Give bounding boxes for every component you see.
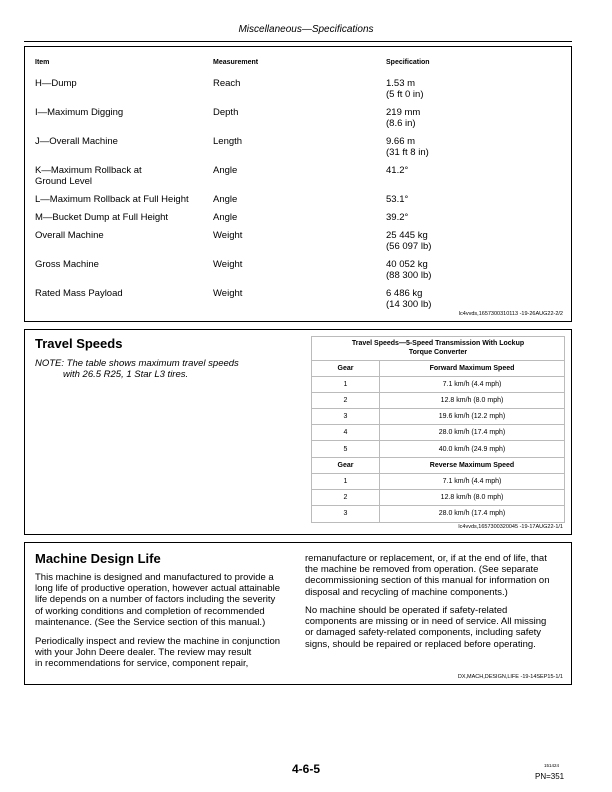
measurement-cell: Depth bbox=[213, 107, 239, 118]
column-header-measurement: Measurement bbox=[213, 59, 259, 66]
table-row bbox=[312, 377, 564, 393]
speed-cell: 12.8 km/h (8.0 mph) bbox=[440, 493, 504, 501]
paragraph bbox=[305, 553, 567, 598]
table-header-row bbox=[312, 458, 564, 474]
note-line: NOTE: The table shows maximum travel speeds bbox=[35, 358, 239, 369]
item-text-cont: Ground Level bbox=[35, 176, 93, 187]
text-line: long life of productive operation, however actual attainable bbox=[35, 583, 281, 595]
speed-cell: 40.0 km/h (24.9 mph) bbox=[438, 445, 506, 453]
spec-metric: 40 052 kg bbox=[386, 259, 428, 270]
column-header-item: Item bbox=[35, 59, 50, 66]
item-cell: J—Overall Machine bbox=[35, 136, 118, 147]
note-text bbox=[35, 358, 295, 380]
spec-imperial: (5 ft 0 in) bbox=[386, 89, 424, 100]
text-line: of working conditions and completion of recommended bbox=[35, 605, 265, 617]
item-cell: Rated Mass Payload bbox=[35, 288, 123, 299]
spec-imperial: (88 300 lb) bbox=[386, 270, 432, 281]
spec-metric: 6 486 kg bbox=[386, 288, 423, 299]
machine-design-life-section bbox=[24, 542, 572, 685]
paragraph bbox=[35, 636, 305, 670]
item-cell bbox=[35, 165, 220, 187]
specification-cell bbox=[386, 78, 556, 100]
text-line: decommissioning section of this manual for information on bbox=[305, 575, 550, 587]
text-line: Periodically inspect and review the machine in conjunction bbox=[35, 636, 281, 647]
spec-metric: 1.53 m bbox=[386, 78, 416, 89]
gear-cell: 3 bbox=[312, 506, 380, 522]
text-line: No machine should be operated if safety-related bbox=[305, 605, 508, 616]
paragraph bbox=[35, 572, 305, 628]
measurement-cell: Weight bbox=[213, 230, 243, 241]
spec-metric: 25 445 kg bbox=[386, 230, 428, 241]
specification-cell: 53.1° bbox=[386, 194, 409, 205]
spec-imperial: (8.6 in) bbox=[386, 118, 416, 129]
text-line: life depends on a number of factors including the severity bbox=[35, 594, 276, 606]
spec-imperial: (31 ft 8 in) bbox=[386, 147, 429, 158]
part-number: PN=351 bbox=[535, 772, 565, 781]
item-cell: I—Maximum Digging bbox=[35, 107, 124, 118]
table-row bbox=[312, 409, 564, 425]
spec-imperial: (14 300 lb) bbox=[386, 299, 432, 310]
table-header-row bbox=[312, 361, 564, 377]
measurement-cell: Angle bbox=[213, 212, 238, 223]
forward-speed-header: Forward Maximum Speed bbox=[429, 365, 515, 373]
speed-cell: 28.0 km/h (17.4 mph) bbox=[438, 429, 506, 437]
spec-metric: 219 mm bbox=[386, 107, 421, 118]
text-line: disposal and recycling of machine components.) bbox=[305, 586, 508, 598]
gear-cell: 4 bbox=[312, 425, 380, 440]
spec-metric: 9.66 m bbox=[386, 136, 416, 147]
measurement-cell: Angle bbox=[213, 194, 238, 205]
item-cell: Overall Machine bbox=[35, 230, 104, 241]
specification-cell bbox=[386, 288, 556, 310]
travel-speeds-section bbox=[24, 329, 572, 535]
measurement-cell: Weight bbox=[213, 288, 243, 299]
specification-cell: 41.2° bbox=[386, 165, 409, 176]
reference-code: lc4vvds,1657300310113 -19-26AUG22-2/2 bbox=[458, 311, 563, 317]
footer-code: 151424 bbox=[544, 763, 560, 768]
reverse-speed-header: Reverse Maximum Speed bbox=[429, 461, 515, 469]
specification-cell: 39.2° bbox=[386, 212, 409, 223]
header-rule bbox=[24, 41, 572, 42]
speed-cell: 7.1 km/h (4.4 mph) bbox=[442, 477, 502, 485]
paragraph bbox=[305, 605, 567, 650]
travel-speeds-table bbox=[311, 336, 565, 523]
speed-cell: 12.8 km/h (8.0 mph) bbox=[440, 397, 504, 405]
text-line: remanufacture or replacement, or, if at the end of life, that bbox=[305, 553, 547, 564]
page-number: 4-6-5 bbox=[291, 762, 320, 776]
text-line: or damaged safety-related components, including safety bbox=[305, 627, 542, 639]
measurement-cell: Angle bbox=[213, 165, 238, 176]
specification-cell bbox=[386, 107, 556, 129]
item-cell: M—Bucket Dump at Full Height bbox=[35, 212, 169, 223]
reference-code: DX,MACH,DESIGN,LIFE -19-14SEP15-1/1 bbox=[457, 674, 563, 680]
speed-cell: 28.0 km/h (17.4 mph) bbox=[438, 510, 506, 518]
measurement-cell: Reach bbox=[213, 78, 241, 89]
gear-header: Gear bbox=[312, 361, 380, 376]
item-text: K—Maximum Rollback at bbox=[35, 165, 142, 176]
text-line: in recommendations for service, component repair, bbox=[35, 658, 249, 670]
item-cell: Gross Machine bbox=[35, 259, 99, 270]
specifications-table bbox=[24, 46, 572, 322]
table-row bbox=[312, 506, 564, 522]
gear-header: Gear bbox=[312, 458, 380, 473]
text-line: with your John Deere dealer. The review may result bbox=[35, 647, 252, 659]
column-header-specification: Specification bbox=[386, 59, 430, 66]
speed-cell: 19.6 km/h (12.2 mph) bbox=[438, 413, 506, 421]
item-cell: L—Maximum Rollback at Full Height bbox=[35, 194, 189, 205]
text-line: maintenance. (See the Service section of this manual.) bbox=[35, 616, 266, 628]
caption-line: Travel Speeds—5-Speed Transmission With Lockup bbox=[351, 340, 525, 347]
gear-cell: 2 bbox=[312, 393, 380, 408]
item-cell: H—Dump bbox=[35, 78, 77, 89]
caption-line: Torque Converter bbox=[408, 349, 468, 356]
reference-code: lc4vvds,1657300320045 -19-17AUG22-1/1 bbox=[458, 524, 563, 530]
table-caption bbox=[312, 337, 564, 361]
section-title: Travel Speeds bbox=[35, 336, 123, 351]
speed-cell: 7.1 km/h (4.4 mph) bbox=[442, 381, 502, 389]
text-line: the machine be removed from operation. (See separate bbox=[305, 564, 539, 576]
table-row bbox=[312, 393, 564, 409]
text-line: components are missing or in need of service. All missing bbox=[305, 616, 547, 628]
table-row bbox=[312, 441, 564, 457]
measurement-cell: Weight bbox=[213, 259, 243, 270]
specification-cell bbox=[386, 230, 556, 252]
note-line: with 26.5 R25, 1 Star L3 tires. bbox=[63, 369, 189, 380]
gear-cell: 3 bbox=[312, 409, 380, 424]
section-title: Machine Design Life bbox=[35, 551, 161, 566]
measurement-cell: Length bbox=[213, 136, 243, 147]
text-line: signs, should be repaired or replaced before operating. bbox=[305, 638, 536, 650]
table-row bbox=[312, 490, 564, 506]
gear-cell: 1 bbox=[312, 474, 380, 489]
page-header-title: Miscellaneous—Specifications bbox=[238, 24, 374, 35]
gear-cell: 1 bbox=[312, 377, 380, 392]
gear-cell: 5 bbox=[312, 441, 380, 456]
spec-imperial: (56 097 lb) bbox=[386, 241, 432, 252]
text-line: This machine is designed and manufactured to provide a bbox=[35, 572, 274, 583]
specification-cell bbox=[386, 136, 556, 158]
specification-cell bbox=[386, 259, 556, 281]
table-row bbox=[312, 474, 564, 490]
gear-cell: 2 bbox=[312, 490, 380, 505]
table-row bbox=[312, 425, 564, 441]
